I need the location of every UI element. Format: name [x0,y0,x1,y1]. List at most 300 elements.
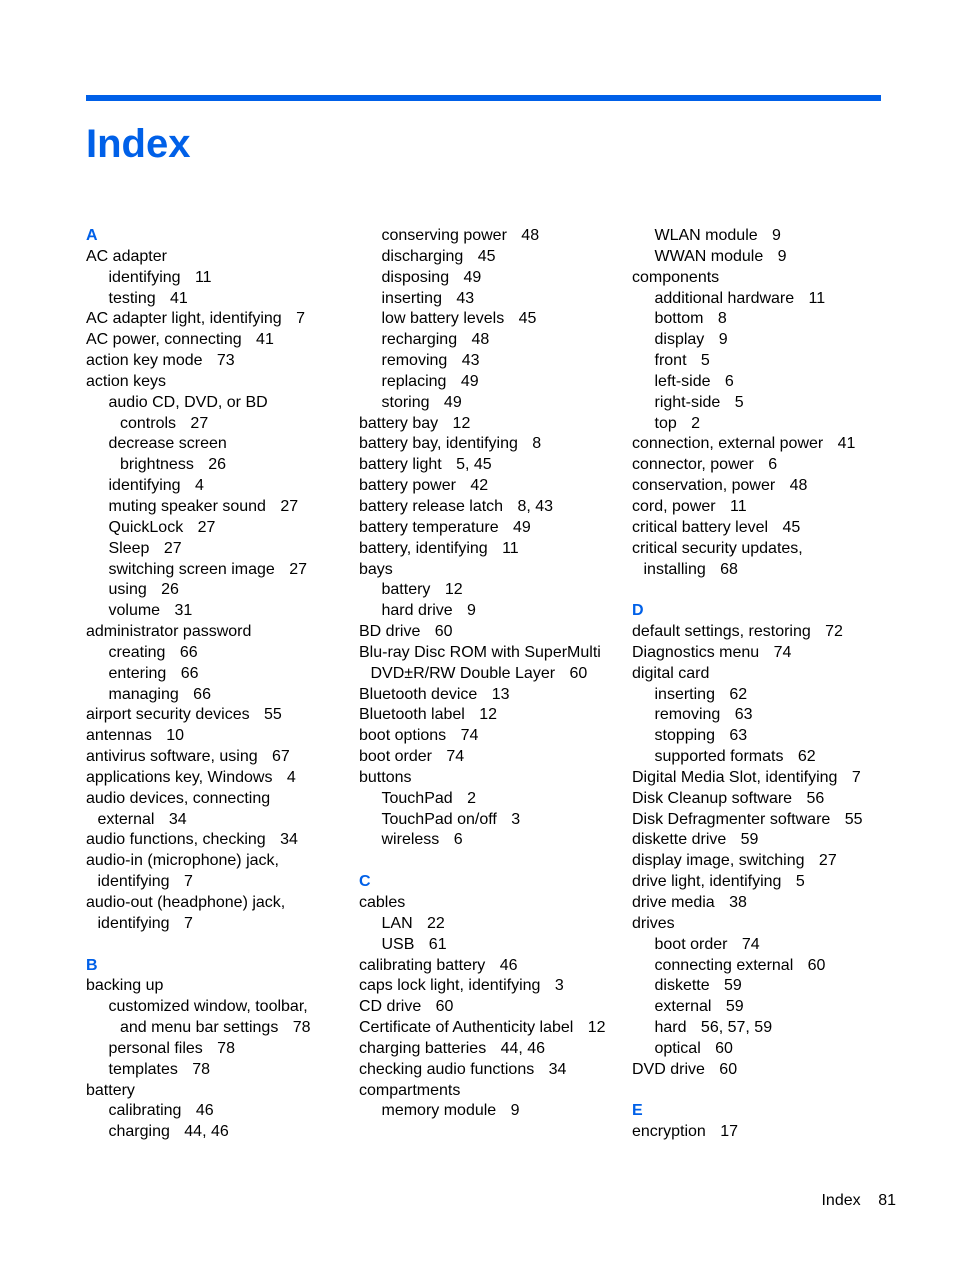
index-subentry [86,1122,354,1143]
index-entry [86,851,354,872]
index-subentry [86,664,354,685]
section-spacer [359,851,627,872]
entry-page-link[interactable]: 62 [729,685,748,703]
index-entry [632,914,900,935]
entry-page-link[interactable]: 66 [179,643,198,661]
entry-page-link[interactable]: 66 [193,685,211,703]
entry-page-link[interactable]: 68 [720,560,738,578]
entry-term: display image, switching [632,852,805,870]
section-letter-header: A [86,227,98,244]
entry-page-link[interactable]: 60 [715,1039,733,1057]
entry-term: installing [643,560,706,578]
entry-page-link[interactable]: 9 [467,602,476,620]
entry-page-link[interactable]: 60 [719,1060,738,1078]
entry-page-link[interactable]: 49 [460,372,479,390]
entry-term: display [654,331,705,349]
index-entry [359,643,627,664]
entry-term: battery [381,581,431,599]
index-entry [359,434,627,455]
entry-term: USB [381,935,415,953]
index-entry [359,685,627,706]
index-entry [632,1122,900,1143]
index-subentry [86,476,354,497]
entry-term: supported formats [654,748,784,766]
index-subentry [632,705,900,726]
index-subentry [359,289,627,310]
index-entry [632,455,900,476]
index-subentry [359,601,627,622]
entry-page-link[interactable]: 8 [717,310,727,328]
entry-term: conserving power [381,227,507,244]
entry-page-link[interactable]: 43 [456,289,475,307]
index-subentry [359,309,627,330]
entry-term: top [654,414,677,432]
index-subentry [359,330,627,351]
entry-term: battery [86,1081,135,1099]
index-entry [86,872,354,893]
entry-page-link[interactable]: 27 [163,539,182,557]
index-subentry [359,830,627,851]
index-subentry [632,289,900,310]
index-entry [359,455,627,476]
entry-page-link[interactable]: 45 [518,310,537,328]
entry-page-link[interactable]: 22 [427,914,445,932]
entry-page-link[interactable]: 43 [461,352,480,370]
index-subentry [359,268,627,289]
index-entry [86,747,354,768]
index-entry [359,664,627,685]
index-entry [359,976,627,997]
entry-term: recharging [381,331,458,349]
entry-page-link[interactable]: 74 [773,643,792,661]
entry-term: personal files [108,1039,203,1057]
entry-page-link[interactable]: 45 [477,247,496,265]
index-subentry [86,455,354,476]
entry-term: TouchPad on/off [381,810,497,828]
entry-page-link[interactable]: 59 [725,998,744,1016]
entry-page-link[interactable]: 55 [844,810,863,828]
entry-page-link[interactable]: 55 [264,706,282,724]
entry-page-link[interactable]: 9 [718,331,728,349]
section-spacer [632,1081,900,1102]
index-subentry [359,789,627,810]
entry-page-link[interactable]: 34 [280,831,298,849]
entry-page-link[interactable]: 62 [797,748,816,766]
entry-page-link[interactable]: 56 [806,789,825,807]
index-entry [86,330,354,351]
entry-term: controls [120,414,177,432]
entry-term: antennas [86,727,152,745]
index-subentry [632,330,900,351]
entry-page-link[interactable]: 9 [777,247,787,265]
entry-term: action key mode [86,352,203,370]
index-subentry [359,393,627,414]
entry-term: charging batteries [359,1039,487,1057]
entry-page-link[interactable]: 9 [772,227,781,244]
entry-page-link[interactable]: 13 [491,685,510,703]
entry-page-link[interactable]: 27 [818,852,837,870]
entry-page-link[interactable]: 72 [825,623,843,641]
index-entry [632,539,900,560]
entry-term: identifying [97,873,170,891]
entry-term: CD drive [359,998,422,1016]
index-subentry [359,247,627,268]
index-entry [86,351,354,372]
index-subentry [632,372,900,393]
index-entry [359,1060,627,1081]
index-subentry [632,685,900,706]
entry-term: battery release latch [359,497,504,515]
page-title: Index [86,122,191,166]
entry-page-link[interactable]: 27 [197,518,216,536]
page-footer [821,1192,896,1210]
entry-term: removing [654,706,721,724]
entry-term: administrator password [86,623,252,641]
index-subentry [632,414,900,435]
entry-page-link[interactable]: 49 [463,268,482,286]
index-entry [359,560,627,581]
entry-page-link[interactable]: 74 [460,727,479,745]
index-subentry [86,518,354,539]
entry-term: creating [108,643,166,661]
index-entry [632,643,900,664]
entry-term: identifying [97,914,170,932]
index-entry [359,893,627,914]
entry-page-link[interactable]: 26 [161,581,179,599]
entry-page-link[interactable]: 11 [194,268,212,286]
index-entry [86,622,354,643]
entry-page-link[interactable]: 78 [192,1060,211,1078]
entry-term: external [654,998,712,1016]
entry-term: Disk Cleanup software [632,789,793,807]
index-subentry [632,726,900,747]
index-entry [86,893,354,914]
index-entry [359,497,627,518]
entry-term: connecting external [654,956,794,974]
entry-term: battery light [359,456,442,474]
index-entry [632,893,900,914]
entry-page-link[interactable]: 8 [532,435,542,453]
entry-term: bottom [654,310,704,328]
index-entry [632,830,900,851]
entry-page-link[interactable]: 73 [216,352,235,370]
index-entry [632,434,900,455]
entry-term: switching screen image [108,560,275,578]
entry-term: AC power, connecting [86,331,242,349]
entry-page-link[interactable]: 17 [720,1123,739,1141]
index-entry [359,997,627,1018]
entry-page-link[interactable]: 7 [296,310,305,328]
entry-term: battery temperature [359,518,499,536]
entry-term: customized window, toolbar, [108,998,308,1016]
entry-term: disposing [381,268,450,286]
entry-page-link[interactable]: 66 [180,664,199,682]
index-entry [359,747,627,768]
entry-page-link[interactable]: 44, 46 [500,1039,546,1057]
entry-page-link[interactable]: 34 [548,1060,567,1078]
entry-term: AC adapter [86,247,167,265]
entry-page-link[interactable]: 6 [724,372,734,390]
index-entry [632,560,900,581]
entry-page-link[interactable]: 46 [499,956,518,974]
index-subentry [86,1018,354,1039]
entry-page-link[interactable]: 3 [554,977,564,995]
index-subentry [632,247,900,268]
index-subentry [359,580,627,601]
entry-page-link[interactable]: 7 [183,873,193,891]
entry-page-link[interactable]: 4 [194,477,204,495]
section-letter-header: B [86,956,98,974]
entry-term: boot options [359,727,447,745]
index-entry [632,768,900,789]
entry-page-link[interactable]: 46 [195,1102,214,1120]
entry-page-link[interactable]: 45 [782,518,801,536]
entry-term: external [97,810,155,828]
entry-page-link[interactable]: 4 [286,768,296,786]
entry-term: connection, external power [632,435,824,453]
index-entry [359,622,627,643]
index-subentry [86,539,354,560]
index-subentry [632,747,900,768]
entry-term: Diagnostics menu [632,643,760,661]
index-entry [632,851,900,872]
entry-term: audio functions, checking [86,831,266,849]
entry-term: audio-out (headphone) jack, [86,894,286,911]
entry-page-link[interactable]: 60 [807,956,826,974]
index-entry [359,1081,627,1102]
entry-term: components [632,268,720,286]
entry-term: battery bay, identifying [359,435,518,453]
entry-term: conservation, power [632,477,776,495]
index-subentry [86,1060,354,1081]
index-entry [86,372,354,393]
index-subentry [86,643,354,664]
index-subentry [86,997,354,1018]
index-subentry [86,685,354,706]
index-entry [86,1081,354,1102]
entry-term: drive light, identifying [632,873,782,891]
entry-term: QuickLock [108,518,184,536]
index-entry [86,705,354,726]
entry-term: removing [381,352,448,370]
entry-term: diskette [654,977,710,995]
entry-page-link[interactable]: 27 [190,414,209,432]
entry-term: audio CD, DVD, or BD [108,393,268,411]
entry-page-link[interactable]: 42 [470,477,489,495]
section-letter-header: D [632,602,644,620]
index-column-2 [359,226,627,1122]
entry-term: Disk Defragmenter software [632,810,831,828]
index-subentry [632,976,900,997]
entry-page-link[interactable]: 49 [443,393,462,411]
index-subentry [86,393,354,414]
entry-page-link[interactable]: 60 [435,998,454,1016]
entry-term: front [654,352,687,370]
entry-page-link[interactable]: 12 [479,706,498,724]
index-entry [359,518,627,539]
entry-term: brightness [120,456,194,474]
index-subentry [86,414,354,435]
entry-term: Certificate of Authenticity label [359,1019,574,1037]
entry-term: identifying [108,477,181,495]
entry-page-link[interactable]: 49 [513,518,531,536]
entry-term: backing up [86,977,164,995]
index-subentry [86,497,354,518]
entry-page-link[interactable]: 59 [724,977,742,995]
entry-term: cord, power [632,497,716,515]
entry-page-link[interactable]: 56, 57, 59 [700,1019,773,1037]
entry-term: WWAN module [654,247,764,265]
entry-page-link[interactable]: 7 [183,914,193,932]
index-entry [86,830,354,851]
index-column-3 [632,226,900,1143]
index-entry [632,622,900,643]
entry-page-link[interactable]: 2 [467,789,476,807]
index-entry [86,309,354,330]
section-letter-header: C [359,873,371,891]
entry-page-link[interactable]: 38 [729,894,747,911]
entry-term: muting speaker sound [108,497,266,515]
entry-page-link[interactable]: 5 [734,393,744,411]
entry-page-link[interactable]: 11 [729,497,747,515]
entry-page-link[interactable]: 27 [280,497,299,515]
entry-page-link[interactable]: 78 [217,1039,235,1057]
title-rule [86,95,881,101]
index-subentry [86,1101,354,1122]
entry-term: calibrating [108,1102,182,1120]
entry-page-link[interactable]: 63 [734,706,753,724]
entry-page-link[interactable]: 67 [272,748,290,766]
index-entry [632,789,900,810]
entry-term: DVD drive [632,1060,705,1078]
entry-page-link[interactable]: 26 [208,456,227,474]
entry-term: WLAN module [654,227,758,244]
entry-term: decrease screen [108,435,227,453]
entry-term: buttons [359,768,412,786]
entry-term: charging [108,1123,170,1141]
index-subentry [359,351,627,372]
index-subentry [632,226,900,247]
entry-term: DVD±R/RW Double Layer [370,664,556,682]
entry-page-link[interactable]: 41 [170,289,188,307]
entry-page-link[interactable]: 6 [453,831,463,849]
entry-term: right-side [654,393,721,411]
entry-term: airport security devices [86,706,250,724]
entry-term: testing [108,289,156,307]
entry-page-link[interactable]: 60 [434,623,453,641]
entry-term: memory module [381,1102,497,1120]
entry-page-link[interactable]: 3 [511,810,521,828]
section-spacer [86,935,354,956]
entry-page-link[interactable]: 5 [795,873,805,891]
entry-term: battery power [359,477,456,495]
entry-page-link[interactable]: 59 [740,831,759,849]
entry-term: Bluetooth label [359,706,465,724]
index-entry [632,476,900,497]
entry-page-link[interactable]: 12 [452,414,471,432]
entry-page-link[interactable]: 41 [256,331,274,349]
entry-page-link[interactable]: 12 [587,1019,606,1037]
entry-page-link[interactable]: 12 [444,581,463,599]
index-entry [632,1060,900,1081]
entry-page-link[interactable]: 11 [808,289,826,307]
index-subentry [632,956,900,977]
entry-term: wireless [381,831,440,849]
index-subentry [86,1039,354,1060]
entry-term: storing [381,393,430,411]
index-entry [86,914,354,935]
entry-page-link[interactable]: 34 [168,810,187,828]
entry-term: hard [654,1019,687,1037]
entry-term: using [108,581,147,599]
entry-term: managing [108,685,179,703]
entry-page-link[interactable]: 5 [700,352,710,370]
entry-page-link[interactable]: 74 [446,748,465,766]
entry-term: entering [108,664,167,682]
entry-page-link[interactable]: 48 [521,227,540,244]
index-entry [632,518,900,539]
page-number: 81 [878,1192,896,1209]
index-entry [359,705,627,726]
entry-term: connector, power [632,456,754,474]
entry-page-link[interactable]: 31 [174,602,193,620]
entry-page-link[interactable]: 44, 46 [184,1123,229,1141]
index-entry [86,810,354,831]
entry-term: drives [632,914,675,932]
entry-term: boot order [654,935,728,953]
index-entry [86,768,354,789]
entry-page-link[interactable]: 9 [510,1102,520,1120]
entry-page-link[interactable]: 27 [289,560,307,578]
entry-term: BD drive [359,623,421,641]
index-subentry [359,935,627,956]
index-entry [359,539,627,560]
entry-page-link[interactable]: 2 [691,414,701,432]
index-entry [359,1039,627,1060]
entry-term: compartments [359,1081,461,1099]
entry-page-link[interactable]: 10 [166,727,185,745]
entry-page-link[interactable]: 63 [729,727,748,745]
index-entry [86,789,354,810]
entry-page-link[interactable]: 8, 43 [517,497,554,515]
index-subentry [632,1039,900,1060]
entry-page-link[interactable]: 60 [569,664,588,682]
entry-term: identifying [108,268,181,286]
entry-page-link[interactable]: 5, 45 [456,456,492,474]
entry-page-link[interactable]: 48 [789,477,808,495]
entry-page-link[interactable]: 61 [428,935,447,953]
entry-term: Bluetooth device [359,685,478,703]
entry-page-link[interactable]: 48 [471,331,490,349]
entry-page-link[interactable]: 74 [741,935,760,953]
entry-page-link[interactable]: 7 [851,768,861,786]
entry-term: inserting [381,289,442,307]
index-subentry [86,601,354,622]
entry-page-link[interactable]: 11 [502,539,519,557]
entry-page-link[interactable]: 78 [292,1019,311,1037]
index-subentry [632,1018,900,1039]
entry-term: hard drive [381,602,453,620]
section-spacer [632,580,900,601]
index-entry [359,768,627,789]
entry-term: volume [108,602,161,620]
entry-term: default settings, restoring [632,623,811,641]
index-subentry [632,351,900,372]
entry-page-link[interactable]: 41 [837,435,856,453]
entry-page-link[interactable]: 6 [768,456,778,474]
entry-term: audio-in (microphone) jack, [86,852,279,870]
index-subentry [86,560,354,581]
